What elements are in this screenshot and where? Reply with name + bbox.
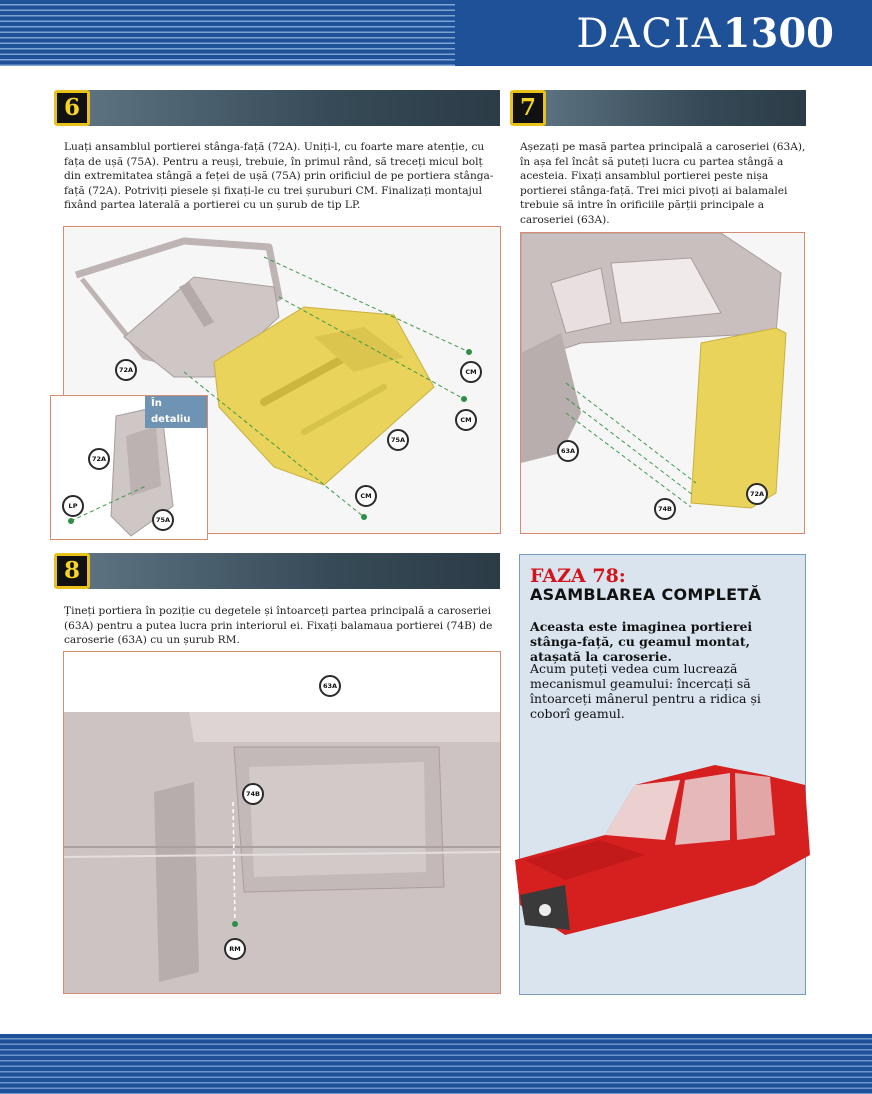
red-car-illustration (505, 745, 816, 940)
step-8-header (54, 553, 500, 589)
faza-text: Acum puteți vedea cum lucrează mecanismul geamului: încercați să întoarceți mânerul pentru a ridica și coborî geamul. (530, 661, 761, 721)
callout-74B: 74B (654, 498, 676, 520)
figure-8 (63, 651, 501, 994)
figure-7 (520, 232, 805, 534)
step-8-text: Țineți portiera în poziție cu degetele și întoarceți partea principală a caroseriei (63A) pentru a putea lucra prin interiorul ei. Fixați balamaua portierei (74B) de caroserie (63A) cu un șurub RM. (64, 605, 493, 646)
step-bar (82, 553, 500, 589)
brand-logo: DACIA1300 (576, 10, 834, 57)
callout-63A: 63A (319, 675, 341, 697)
callout-75A: 75A (387, 429, 409, 451)
callout-63A: 63A (557, 440, 579, 462)
step-7-header (510, 90, 806, 126)
callout-74B: 74B (242, 783, 264, 805)
step-7-text: Așezați pe masă partea principală a caroseriei (63A), în așa fel încât să puteți lucra cu partea stângă a acesteia. Fixați ansamblul portierei peste nișa portierei stânga-față. Trei mici pivoți ai balamalei trebuie să intre în orificiile părții principale a caroseriei (63A). (520, 141, 806, 226)
faza-title: FAZA 78: (530, 565, 626, 587)
callout-CM: CM (460, 361, 482, 383)
step-6-header (54, 90, 500, 126)
faza-lead: Aceasta este imaginea portierei stânga-față, cu geamul montat, atașată la caroserie. (530, 619, 753, 664)
page-footer (0, 1034, 872, 1094)
detail-inset (50, 395, 208, 540)
callout-72A: 72A (88, 448, 110, 470)
callout-LP: LP (62, 495, 84, 517)
callout-CM: CM (455, 409, 477, 431)
step-bar (538, 90, 806, 126)
step-number: 6 (54, 90, 90, 126)
faza-subtitle: ASAMBLAREA COMPLETĂ (530, 585, 762, 604)
callout-CM: CM (355, 485, 377, 507)
callout-72A: 72A (115, 359, 137, 381)
interior-hinge-illustration (64, 652, 500, 993)
callout-75A: 75A (152, 509, 174, 531)
page-header (0, 0, 872, 66)
step-bar (82, 90, 500, 126)
detail-label: În detaliu (145, 396, 207, 428)
callout-72A: 72A (746, 483, 768, 505)
step-6-text: Luați ansamblul portierei stânga-față (72A). Uniți-l, cu foarte mare atenție, cu fața de ușă (75A). Pentru a reuși, trebuie, în primul rând, să treceți micul bolț din extremitatea stângă a feței de ușă (75A) prin orificiul de pe portiera stânga-față (72A). Potriviți piesele și fixați-le cu trei șuruburi CM. Finalizați montajul fixând partea laterală a portierei cu un șurub de tip LP. (64, 141, 494, 211)
step-number: 8 (54, 553, 90, 589)
callout-RM: RM (224, 938, 246, 960)
header-stripes (0, 0, 455, 66)
step-number: 7 (510, 90, 546, 126)
